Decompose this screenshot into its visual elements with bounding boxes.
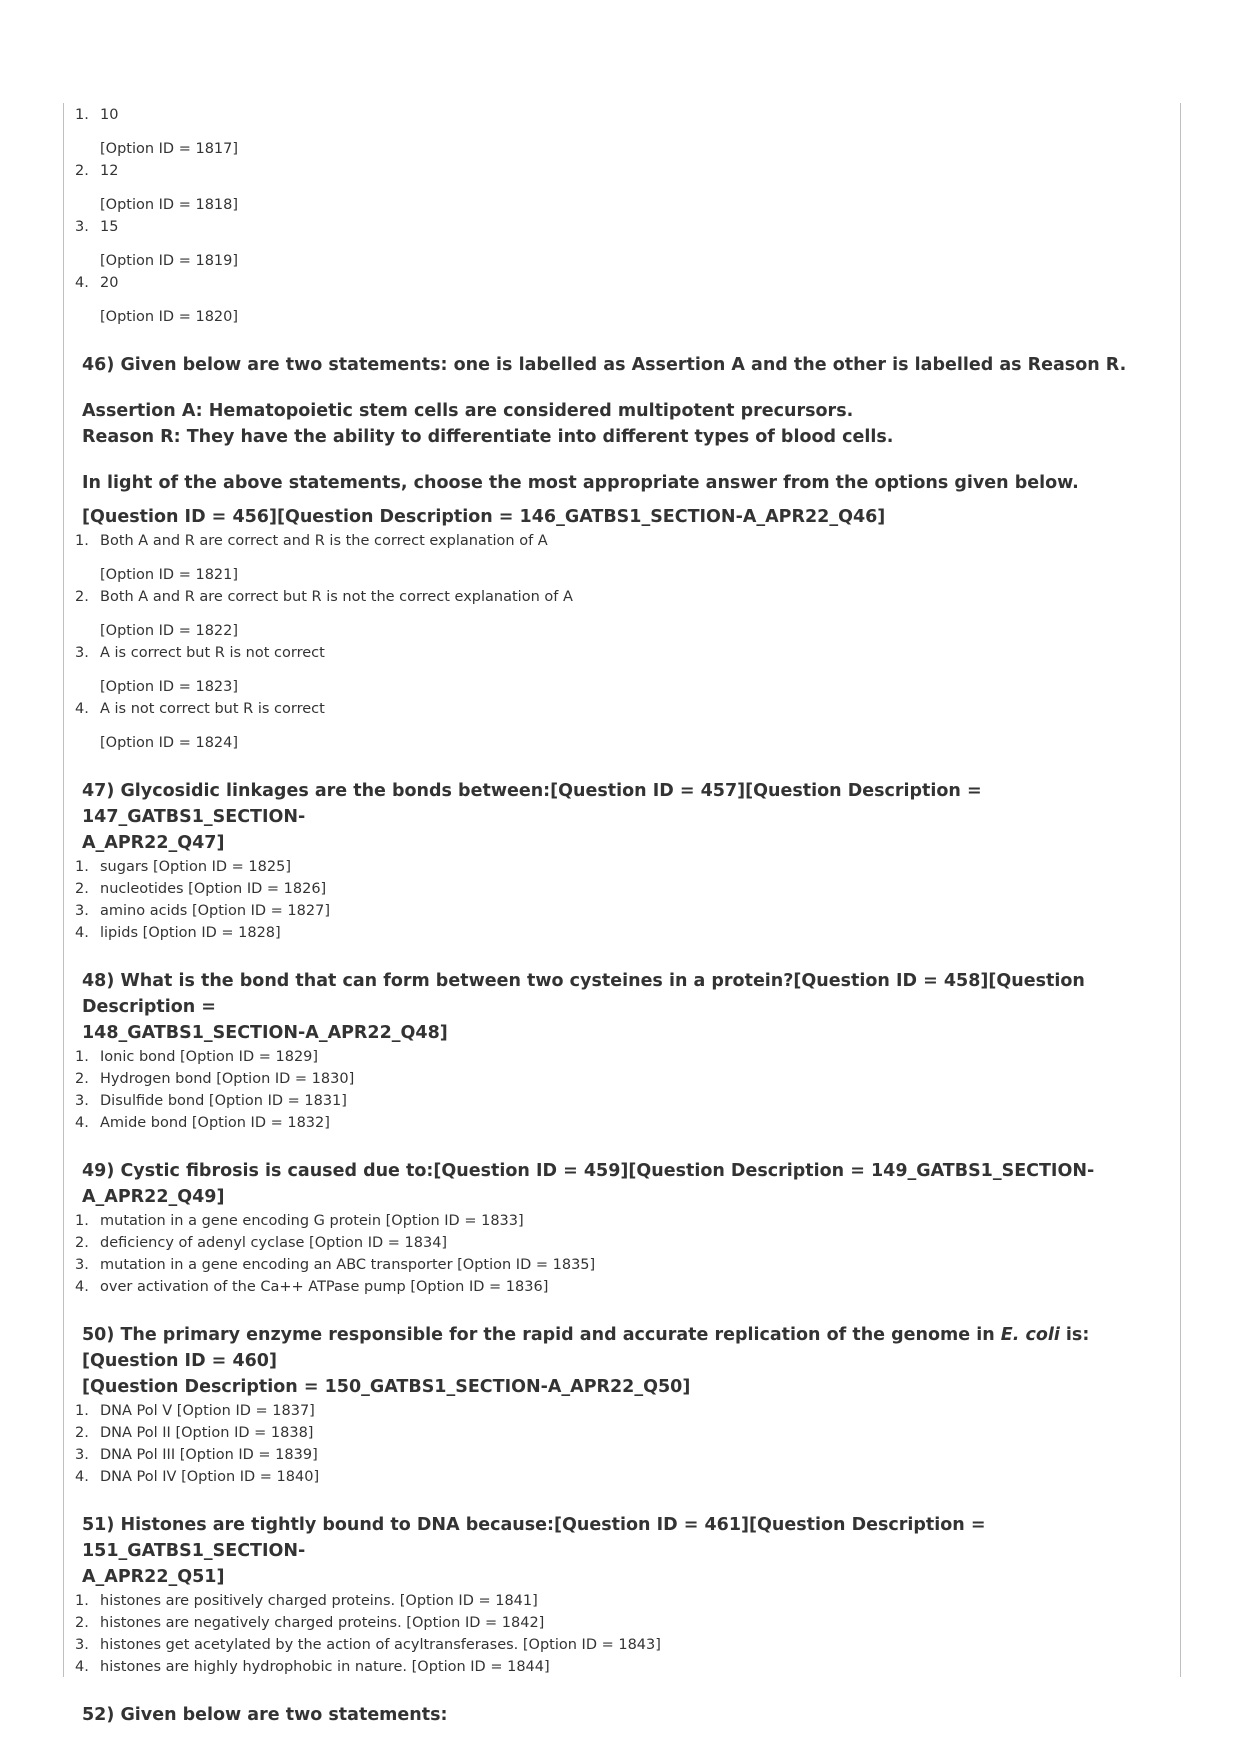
question-48-options (75, 1046, 1175, 1134)
option-number: 3. (75, 1093, 89, 1109)
option-number: 1. (75, 107, 89, 123)
option-number: 3. (75, 903, 89, 919)
question-title: 52) Given below are two statements: (82, 1705, 448, 1725)
option-text: A is not correct but R is correct (100, 701, 325, 717)
question-title: 51) Histones are tightly bound to DNA because:[Question ID = 461][Question Description = 151_GATBS1_SECTION- (82, 1515, 986, 1561)
option-id: [Option ID = 1822] (100, 623, 239, 639)
option-number: 1. (75, 859, 89, 875)
question-48 (75, 968, 1175, 1134)
option-text: Both A and R are correct and R is the correct explanation of A (100, 533, 548, 549)
option-text: DNA Pol III [Option ID = 1839] (100, 1447, 318, 1463)
left-border-line (63, 103, 64, 1677)
option-number: 2. (75, 589, 89, 605)
option-text: histones are negatively charged proteins. [Option ID = 1842] (100, 1615, 545, 1631)
option-text: DNA Pol IV [Option ID = 1840] (100, 1469, 320, 1485)
question-title: 46) Given below are two statements: one is labelled as Assertion A and the other is labelled as Reason R. (82, 355, 1127, 375)
question-title: 49) Cystic fibrosis is caused due to:[Question ID = 459][Question Description = 149_GATBS1_SECTION-A_APR22_Q49] (82, 1161, 1095, 1207)
option-number: 4. (75, 1115, 89, 1131)
option-text: Disulfide bond [Option ID = 1831] (100, 1093, 347, 1109)
question-46 (75, 352, 1175, 754)
option-item (75, 878, 1175, 900)
option-item (75, 160, 1175, 216)
option-number: 1. (75, 533, 89, 549)
question-title: 47) Glycosidic linkages are the bonds between:[Question ID = 457][Question Description = 147_GATBS1_SECTION- (82, 781, 982, 827)
option-item (75, 1090, 1175, 1112)
question-50 (75, 1322, 1175, 1488)
question-id: [Question ID = 456][Question Description = 146_GATBS1_SECTION-A_APR22_Q46] (82, 507, 886, 527)
option-number: 3. (75, 219, 89, 235)
option-item (75, 900, 1175, 922)
option-number: 4. (75, 1279, 89, 1295)
question-title-italic: E. coli (1000, 1325, 1060, 1345)
option-number: 1. (75, 1593, 89, 1609)
option-text: histones are positively charged proteins. [Option ID = 1841] (100, 1593, 538, 1609)
option-text: histones are highly hydrophobic in nature. [Option ID = 1844] (100, 1659, 550, 1675)
question-title-end: is:[Question ID = 460] (82, 1325, 1090, 1371)
option-id: [Option ID = 1820] (100, 309, 239, 325)
option-number: 1. (75, 1403, 89, 1419)
option-item (75, 216, 1175, 272)
option-item (75, 1590, 1175, 1612)
question-47 (75, 778, 1175, 944)
question-46-options (75, 530, 1175, 754)
question-title-continued: [Question Description = 150_GATBS1_SECTION-A_APR22_Q50] (82, 1377, 691, 1397)
option-text: DNA Pol V [Option ID = 1837] (100, 1403, 315, 1419)
option-item (75, 698, 1175, 754)
option-number: 4. (75, 925, 89, 941)
option-number: 4. (75, 1659, 89, 1675)
option-text: over activation of the Ca++ ATPase pump [Option ID = 1836] (100, 1279, 549, 1295)
option-item (75, 1210, 1175, 1232)
option-text: deficiency of adenyl cyclase [Option ID = 1834] (100, 1235, 448, 1251)
reason-text: Reason R: They have the ability to differentiate into different types of blood cells. (82, 427, 894, 447)
option-text: mutation in a gene encoding G protein [Option ID = 1833] (100, 1213, 524, 1229)
option-id: [Option ID = 1818] (100, 197, 239, 213)
option-item (75, 642, 1175, 698)
option-number: 1. (75, 1213, 89, 1229)
option-id: [Option ID = 1823] (100, 679, 239, 695)
option-text: Ionic bond [Option ID = 1829] (100, 1049, 319, 1065)
option-item (75, 586, 1175, 642)
question-title-continued: 148_GATBS1_SECTION-A_APR22_Q48] (82, 1023, 448, 1043)
option-number: 3. (75, 1637, 89, 1653)
prev-question-options (75, 104, 1175, 328)
option-item (75, 922, 1175, 944)
assertion-text: Assertion A: Hematopoietic stem cells are considered multipotent precursors. (82, 401, 854, 421)
option-number: 2. (75, 1615, 89, 1631)
option-text: histones get acetylated by the action of acyltransferases. [Option ID = 1843] (100, 1637, 661, 1653)
option-item (75, 104, 1175, 160)
option-id: [Option ID = 1821] (100, 567, 239, 583)
question-paper-page (75, 104, 1175, 1728)
option-number: 2. (75, 1425, 89, 1441)
option-id: [Option ID = 1819] (100, 253, 239, 269)
option-item (75, 1276, 1175, 1298)
option-item (75, 1254, 1175, 1276)
option-text: 12 (100, 163, 119, 179)
question-51-options (75, 1590, 1175, 1678)
option-id: [Option ID = 1817] (100, 141, 239, 157)
option-number: 2. (75, 881, 89, 897)
question-51 (75, 1512, 1175, 1678)
option-text: lipids [Option ID = 1828] (100, 925, 281, 941)
option-item (75, 1112, 1175, 1134)
option-item (75, 1400, 1175, 1422)
right-border-line (1180, 103, 1181, 1677)
option-number: 2. (75, 1071, 89, 1087)
option-item (75, 1422, 1175, 1444)
option-number: 1. (75, 1049, 89, 1065)
option-number: 4. (75, 275, 89, 291)
option-text: amino acids [Option ID = 1827] (100, 903, 330, 919)
question-title-start: 50) The primary enzyme responsible for the rapid and accurate replication of the genome in (82, 1325, 1001, 1345)
option-item (75, 1634, 1175, 1656)
instruction-text: In light of the above statements, choose the most appropriate answer from the options given below. (82, 473, 1079, 493)
option-text: A is correct but R is not correct (100, 645, 325, 661)
option-item (75, 856, 1175, 878)
option-text: DNA Pol II [Option ID = 1838] (100, 1425, 314, 1441)
question-title-continued: A_APR22_Q51] (82, 1567, 225, 1587)
option-number: 2. (75, 163, 89, 179)
option-item (75, 530, 1175, 586)
option-number: 3. (75, 645, 89, 661)
option-number: 4. (75, 701, 89, 717)
question-title (75, 1322, 1175, 1374)
option-id: [Option ID = 1824] (100, 735, 239, 751)
option-item (75, 1656, 1175, 1678)
option-text: 10 (100, 107, 119, 123)
option-item (75, 272, 1175, 328)
option-item (75, 1046, 1175, 1068)
option-number: 3. (75, 1447, 89, 1463)
option-text: 15 (100, 219, 119, 235)
option-text: sugars [Option ID = 1825] (100, 859, 291, 875)
question-47-options (75, 856, 1175, 944)
question-49 (75, 1158, 1175, 1298)
option-text: Hydrogen bond [Option ID = 1830] (100, 1071, 355, 1087)
option-text: mutation in a gene encoding an ABC transporter [Option ID = 1835] (100, 1257, 596, 1273)
option-text: nucleotides [Option ID = 1826] (100, 881, 327, 897)
question-52 (75, 1702, 1175, 1728)
question-50-options (75, 1400, 1175, 1488)
option-number: 3. (75, 1257, 89, 1273)
option-number: 2. (75, 1235, 89, 1251)
option-item (75, 1068, 1175, 1090)
option-item (75, 1232, 1175, 1254)
option-text: Both A and R are correct but R is not the correct explanation of A (100, 589, 573, 605)
question-49-options (75, 1210, 1175, 1298)
question-title-continued: A_APR22_Q47] (82, 833, 225, 853)
option-text: 20 (100, 275, 119, 291)
option-item (75, 1612, 1175, 1634)
option-text: Amide bond [Option ID = 1832] (100, 1115, 330, 1131)
option-number: 4. (75, 1469, 89, 1485)
option-item (75, 1466, 1175, 1488)
option-item (75, 1444, 1175, 1466)
question-title: 48) What is the bond that can form between two cysteines in a protein?[Question ID = 458][Question Description = (82, 971, 1085, 1017)
